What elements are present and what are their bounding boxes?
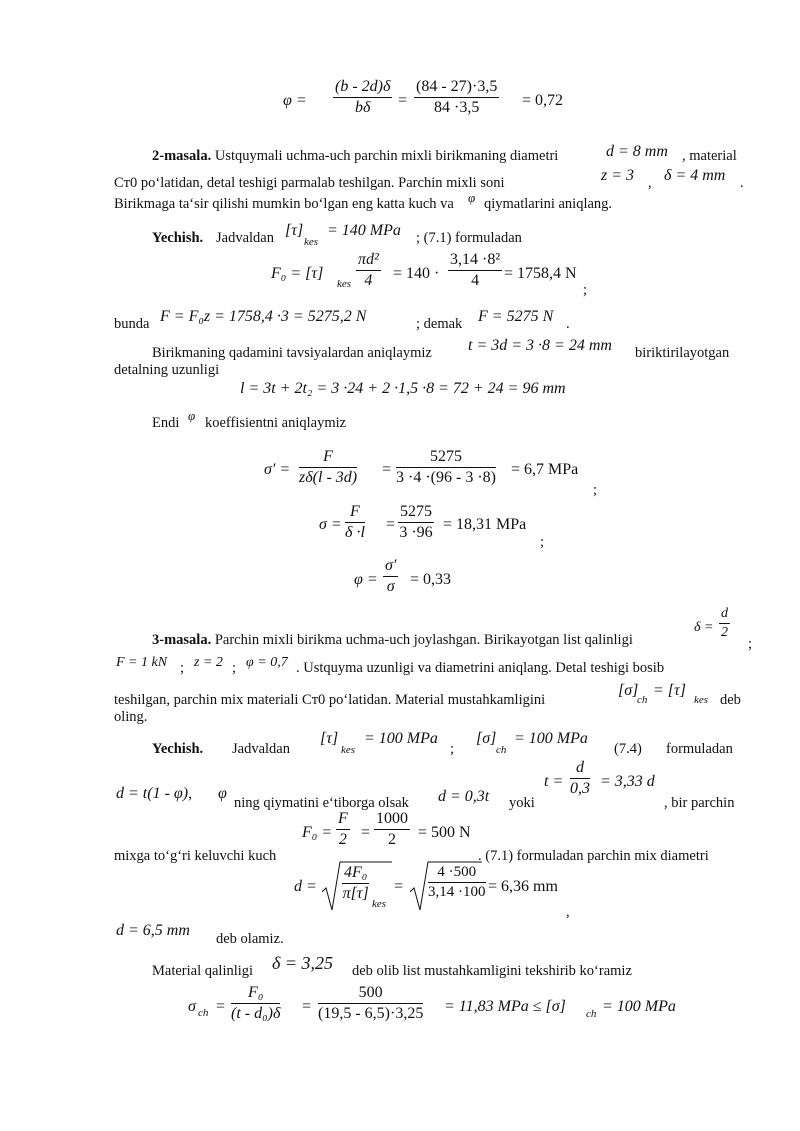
text-material: , material <box>682 148 737 164</box>
phi-lhs-2: φ = <box>354 571 378 588</box>
text-material-qalinligi: Material qalinligi <box>152 963 254 979</box>
t-result: = 3,33 d <box>600 773 655 790</box>
equals-140: = 140 · <box>393 265 440 282</box>
F0-denominator-1: 2 <box>338 831 347 848</box>
sigma-denominator-1: δ ·l <box>345 524 365 541</box>
sqrt-denominator-1: π[τ] <box>342 885 369 902</box>
text-deb: deb <box>720 692 741 708</box>
ref-7-4: (7.4) <box>614 741 642 757</box>
text-mixga: mixga to‘g‘ri keluvchi kuch <box>114 848 277 864</box>
ch-subscript: ch <box>496 744 507 756</box>
d-final: d = 6,5 mm <box>116 922 190 939</box>
phi-result-2: = 0,33 <box>410 571 452 588</box>
semicolon: ; <box>540 534 545 550</box>
delta-lhs: δ = <box>694 620 714 635</box>
equals: = <box>361 824 371 841</box>
l-equation: l = 3t + 2t₂ = 3 ·24 + 2 ·1,5 ·8 = 72 + 24 = 96 mm <box>240 380 566 397</box>
sigma-numerator-1: F <box>345 503 365 523</box>
sqrt-fraction-2 <box>428 864 486 901</box>
t-denominator: 0,3 <box>570 780 590 797</box>
dot: . <box>566 316 570 332</box>
sigma-lhs: σ = <box>319 516 342 533</box>
problem-2-text: Ustquymali uchma-uch parchin mixli birikmaning diametri <box>214 148 559 164</box>
problem-3-line-2: . Ustquyma uzunligi va diametrini aniqlang. Detal teshigi bosib <box>296 660 665 676</box>
sigma-bracket: [σ] <box>618 682 639 699</box>
problem-3-line-3: teshilgan, parchin mix materiali Cт0 po‘latidan. Material mustahkamligini <box>114 692 546 708</box>
F0-lhs-2: F₀ = <box>302 824 333 841</box>
text-qadam: Birikmaning qadamini tavsiyalardan aniqlaymiz <box>152 345 432 361</box>
text-jadvaldan: Jadvaldan <box>232 741 290 757</box>
semicolon: ; <box>583 282 588 298</box>
text-tekshirib: deb olib list mustahkamligini tekshirib ko‘ramiz <box>352 963 632 979</box>
phi-symbol: φ <box>468 190 476 205</box>
sigma-ch-numerator-1: F₀ <box>231 984 280 1004</box>
equals: = <box>386 516 396 533</box>
solution-3-title: Yechish. <box>152 741 204 757</box>
F0-numerator-1: F <box>336 810 350 830</box>
text-ning-qiymatini: ning qiymatini e‘tiborga olsak <box>234 795 409 811</box>
equals-tau: = [τ] <box>653 682 686 699</box>
sigma-prime-denominator-2: 3 ·4 ·(96 - 3 ·8) <box>396 469 496 486</box>
ch-subscript: ch <box>586 1008 597 1020</box>
sigma-fraction-1 <box>345 503 365 542</box>
F0-fraction-1 <box>336 810 350 849</box>
phi-symbol-2: φ <box>188 408 196 423</box>
sigma-ch-denominator-2: (19,5 - 6,5)·3,25 <box>318 1005 424 1022</box>
comma: , <box>648 175 652 191</box>
problem-3-text: Parchin mixli birikma uchma-uch joylashgan. Birikayotgan list qalinligi <box>214 632 633 648</box>
F0-fraction-2 <box>374 810 410 849</box>
d-equation: d = t(1 - φ), <box>116 785 193 802</box>
sigma-fraction-2 <box>398 503 434 542</box>
tau-value-2: = 100 MPa <box>364 730 438 747</box>
text-formuladan: formuladan <box>666 741 733 757</box>
delta-numerator: d <box>719 606 730 624</box>
problem-2-title: 2-masala. <box>152 148 212 164</box>
text-koeffisient: koeffisientni aniqlaymiz <box>205 415 347 431</box>
f0-denominator: 4 <box>471 272 480 289</box>
F0-numerator-2: 1000 <box>374 810 410 830</box>
equals: = <box>394 878 404 895</box>
delta-fraction <box>719 606 730 641</box>
F0-result-2: = 500 N <box>418 824 471 841</box>
phi-denominator-1: bδ <box>354 99 371 116</box>
ch-subscript: ch <box>637 694 648 706</box>
text-endi: Endi <box>152 415 180 431</box>
sigma-ch-numerator-2: 500 <box>318 984 423 1004</box>
d-03t: d = 0,3t <box>438 788 490 805</box>
text-biriktirilayotgan: biriktirilayotgan <box>635 345 730 361</box>
sqrt-denominator-2: 3,14 ·100 <box>428 884 486 900</box>
sigma-numerator-2: 5275 <box>398 503 434 523</box>
pid2-fraction <box>356 251 381 290</box>
text-jadvaldan: Jadvaldan <box>216 230 274 246</box>
f0-numerator: 3,14 ·8² <box>448 251 502 271</box>
tau-bracket-2: [τ] <box>320 730 339 747</box>
text-deb-olamiz: deb olamiz. <box>216 931 284 947</box>
phi-denominator-3: σ <box>386 578 395 595</box>
sigma-prime-result: = 6,7 MPa <box>511 461 579 478</box>
sigma-prime-fraction-1 <box>299 448 357 487</box>
text-formula-ref: . (7.1) formuladan parchin mix diametri <box>478 848 709 864</box>
delta-value: δ = 4 mm <box>664 167 726 184</box>
sigma-ch-result: = 11,83 MPa ≤ [σ] <box>444 998 566 1015</box>
diameter-value: d = 8 mm <box>606 143 668 160</box>
text-demak: ; demak <box>416 316 463 332</box>
kes-subscript: kes <box>337 278 352 290</box>
phi-fraction-2 <box>414 78 499 117</box>
F-equation: F = F₀z = 1758,4 ·3 = 5275,2 N <box>160 308 367 325</box>
t-equation: t = 3d = 3 ·8 = 24 mm <box>468 337 612 354</box>
semicolon: ; <box>232 660 237 676</box>
sigma-ch-limit: = 100 MPa <box>602 998 676 1015</box>
phi-numerator-2: (84 - 27)·3,5 <box>414 78 499 98</box>
solution-2-title: Yechish. <box>152 230 204 246</box>
F-final: F = 5275 N <box>478 308 554 325</box>
text-detal: detalning uzunligi <box>114 362 220 378</box>
phi-denominator-2: 84 ·3,5 <box>433 99 480 116</box>
text-bir-parchin: , bir parchin <box>664 795 735 811</box>
semicolon: ; <box>450 741 455 757</box>
comma: , <box>566 904 570 920</box>
sigma-prime-denominator-1: zδ(l - 3d) <box>299 469 358 486</box>
sigma-prime-fraction-2 <box>396 448 496 487</box>
sigma-denominator-2: 3 ·96 <box>399 524 433 541</box>
text-bunda: bunda <box>114 316 150 332</box>
t-lhs: t = <box>544 773 564 790</box>
F0-lhs: F₀ = [τ] <box>271 265 324 282</box>
delta-denominator: 2 <box>721 625 728 640</box>
ch-subscript: ch <box>198 1007 209 1019</box>
f0-fraction <box>448 251 502 290</box>
problem-3-line-1 <box>152 632 633 649</box>
d-result: = 6,36 mm <box>488 878 558 895</box>
semicolon: ; <box>593 482 598 498</box>
text-yoki: yoki <box>509 795 535 811</box>
sigma-ch-denominator-1: (t - d₀)δ <box>231 1005 281 1022</box>
sigma-ch-fraction-2 <box>318 984 423 1023</box>
sigma-bracket-2: [σ] <box>476 730 497 747</box>
pid2-denominator: 4 <box>364 272 373 289</box>
pid2-numerator: πd² <box>356 251 381 271</box>
sigma-value: = 100 MPa <box>514 730 588 747</box>
phi-fraction-3 <box>383 557 398 596</box>
equals: = <box>398 92 408 109</box>
formula-ref: ; (7.1) formuladan <box>416 230 522 246</box>
sigma-prime-numerator-1: F <box>299 448 357 468</box>
sigma-ch-fraction-1 <box>231 984 280 1023</box>
equals: = <box>302 998 312 1015</box>
dot: . <box>740 175 744 191</box>
sigma-prime-lhs: σ′ = <box>264 461 291 478</box>
sqrt-numerator-2: 4 ·500 <box>428 864 486 883</box>
sigma-result: = 18,31 MPa <box>443 516 527 533</box>
sqrt-numerator-1: 4F₀ <box>342 864 369 884</box>
F-value: F = 1 kN <box>116 655 168 670</box>
tau-bracket: [τ] <box>285 222 304 239</box>
delta-final: δ = 3,25 <box>272 953 334 973</box>
phi-value: φ = 0,7 <box>246 655 288 670</box>
tau-subscript: kes <box>304 236 319 248</box>
problem-2-paragraph-line-1 <box>152 148 558 165</box>
problem-2-line-3: Birikmaga ta‘sir qilishi mumkin bo‘lgan eng katta kuch va <box>114 196 454 212</box>
kes-subscript: kes <box>341 744 356 756</box>
phi-fraction-1 <box>333 78 392 117</box>
phi-numerator-3: σ′ <box>383 557 398 577</box>
phi-symbol-3: φ <box>218 785 227 802</box>
problem-2-line-3b: qiymatlarini aniqlang. <box>484 196 613 212</box>
text-oling: oling. <box>114 709 148 725</box>
phi-lhs: φ = <box>283 92 307 109</box>
equals: = <box>216 998 226 1015</box>
z-value: z = 3 <box>601 167 635 184</box>
t-fraction <box>570 759 590 798</box>
phi-numerator-1: (b - 2d)δ <box>333 78 392 98</box>
sqrt-fraction-1 <box>342 864 369 903</box>
semicolon: ; <box>180 660 185 676</box>
F0-result: = 1758,4 N <box>504 265 577 282</box>
tau-value: = 140 MPa <box>327 222 401 239</box>
problem-2-line-2: Cт0 po‘latidan, detal teshigi parmalab teshilgan. Parchin mixli soni <box>114 175 505 191</box>
z-value-2: z = 2 <box>194 655 223 670</box>
problem-3-title: 3-masala. <box>152 632 212 648</box>
F0-denominator-2: 2 <box>388 831 396 848</box>
kes-subscript: kes <box>694 694 709 706</box>
d-lhs: d = <box>294 878 317 895</box>
sigma-ch-lhs: σ <box>188 998 196 1015</box>
t-numerator: d <box>570 759 590 779</box>
kes-subscript: kes <box>372 898 387 910</box>
sigma-prime-numerator-2: 5275 <box>396 448 496 468</box>
phi-result: = 0,72 <box>522 92 564 109</box>
semicolon: ; <box>748 636 753 652</box>
equals: = <box>382 461 392 478</box>
